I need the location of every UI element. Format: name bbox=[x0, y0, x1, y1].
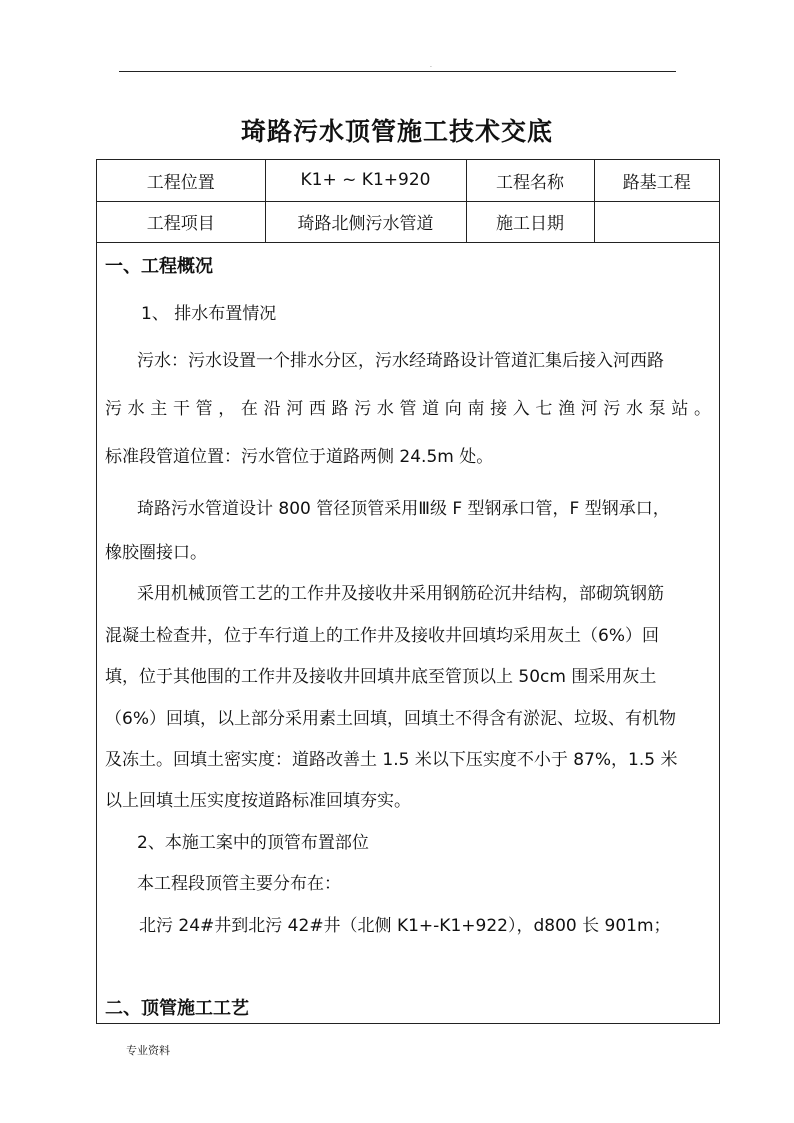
item-label: 工程项目 bbox=[97, 201, 265, 242]
paragraph-line: 及冻土。回填土密实度：道路改善土 1.5 米以下压实度不小于 87%，1.5 米 bbox=[105, 750, 678, 770]
footer-note: 专业资料 bbox=[126, 1044, 170, 1057]
paragraph-line: 琦路污水管道设计 800 管径顶管采用Ⅲ级 F 型钢承口管，F 型钢承口， bbox=[137, 499, 670, 519]
subheading-drainage: 1、 排水布置情况 bbox=[141, 304, 277, 324]
table-row bbox=[97, 160, 719, 201]
paragraph-line: 本工程段顶管主要分布在： bbox=[137, 874, 341, 894]
project-name-label: 工程名称 bbox=[466, 160, 594, 201]
project-info-table bbox=[97, 160, 719, 243]
project-name-value: 路基工程 bbox=[594, 160, 719, 201]
subheading-layout: 2、本施工案中的顶管布置部位 bbox=[137, 833, 369, 853]
disclosure-form bbox=[96, 159, 720, 1024]
paragraph-line: 污水主干管，在沿河西路污水管道向南接入七渔河污水泵站。 bbox=[105, 399, 711, 419]
location-value: K1+ ~ K1+920 bbox=[265, 160, 466, 201]
paragraph-line: 橡胶圈接口。 bbox=[105, 543, 207, 563]
paragraph-line: 标准段管道位置：污水管位于道路两侧 24.5m 处。 bbox=[105, 447, 494, 467]
section-heading-overview: 一、工程概况 bbox=[105, 256, 213, 277]
paragraph-line: （6%）回填，以上部分采用素土回填，回填土不得含有淤泥、垃圾、有机物 bbox=[105, 709, 676, 729]
paragraph-line: 污水：污水设置一个排水分区，污水经琦路设计管道汇集后接入河西路 bbox=[137, 351, 664, 371]
table-row bbox=[97, 201, 719, 242]
paragraph-line: 北污 24#井到北污 42#井（北侧 K1+-K1+922），d800 长 901m； bbox=[139, 916, 671, 936]
header-dot: . bbox=[430, 62, 432, 69]
item-value: 琦路北侧污水管道 bbox=[265, 201, 466, 242]
paragraph-line: 混凝土检查井，位于车行道上的工作井及接收井回填均采用灰土（6%）回 bbox=[105, 626, 659, 646]
date-value bbox=[594, 201, 719, 242]
header-rule bbox=[119, 71, 676, 72]
section-heading-process: 二、顶管施工工艺 bbox=[105, 998, 249, 1019]
location-label: 工程位置 bbox=[97, 160, 265, 201]
date-label: 施工日期 bbox=[466, 201, 594, 242]
paragraph-line: 采用机械顶管工艺的工作井及接收井采用钢筋砼沉井结构，部砌筑钢筋 bbox=[137, 584, 664, 604]
paragraph-line: 以上回填土压实度按道路标准回填夯实。 bbox=[105, 791, 411, 811]
paragraph-line: 填，位于其他围的工作井及接收井回填井底至管顶以上 50cm 围采用灰土 bbox=[105, 667, 657, 687]
document-title: 琦路污水顶管施工技术交底 bbox=[240, 117, 553, 146]
